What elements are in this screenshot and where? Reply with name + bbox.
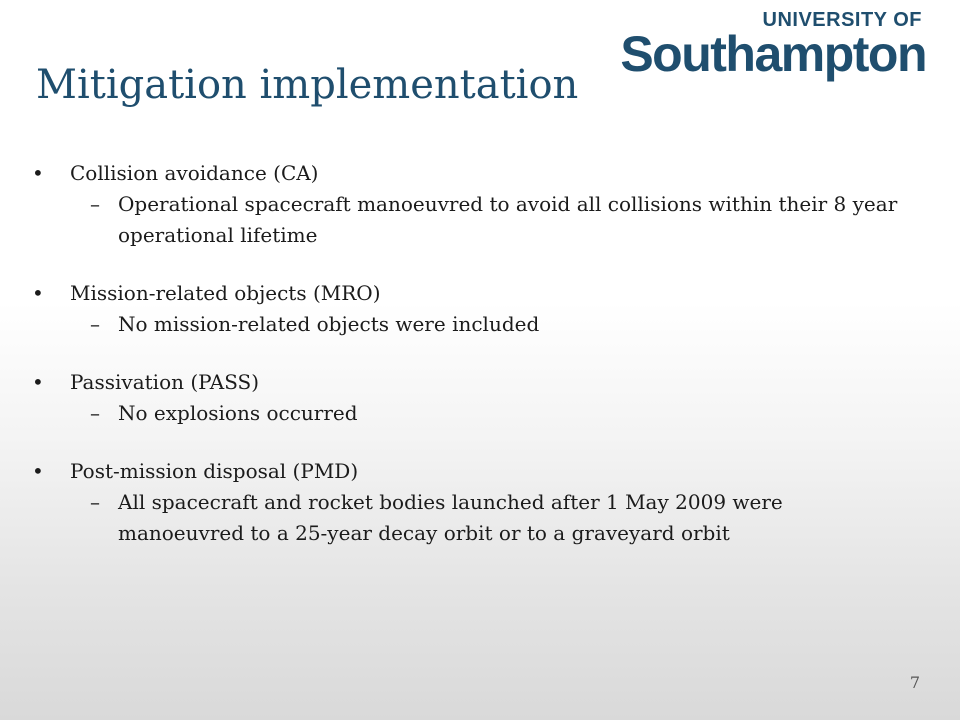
sub-bullet-collision-avoidance: – Operational spacecraft manoeuvred to avoid all collisions within their 8 year operational lifetime: [32, 189, 912, 251]
slide-content: [32, 158, 912, 549]
bullet-post-mission-disposal: • Post-mission disposal (PMD): [32, 456, 912, 487]
bullet-passivation: • Passivation (PASS): [32, 367, 912, 398]
sub-bullet-mission-related-objects: – No mission-related objects were included: [32, 309, 912, 340]
sub-bullet-passivation: – No explosions occurred: [32, 398, 912, 429]
slide-title: Mitigation implementation: [36, 62, 579, 108]
slide-number: 7: [909, 673, 920, 692]
sub-bullet-post-mission-disposal: – All spacecraft and rocket bodies launched after 1 May 2009 were manoeuvred to a 25-year decay orbit or to a graveyard orbit: [32, 487, 912, 549]
bullet-mission-related-objects: • Mission-related objects (MRO): [32, 278, 912, 309]
university-logo: [620, 9, 926, 82]
logo-line-southampton: Southampton: [620, 26, 926, 82]
bullet-collision-avoidance: • Collision avoidance (CA): [32, 158, 912, 189]
logo-line-university-of: UNIVERSITY OF: [762, 9, 922, 31]
